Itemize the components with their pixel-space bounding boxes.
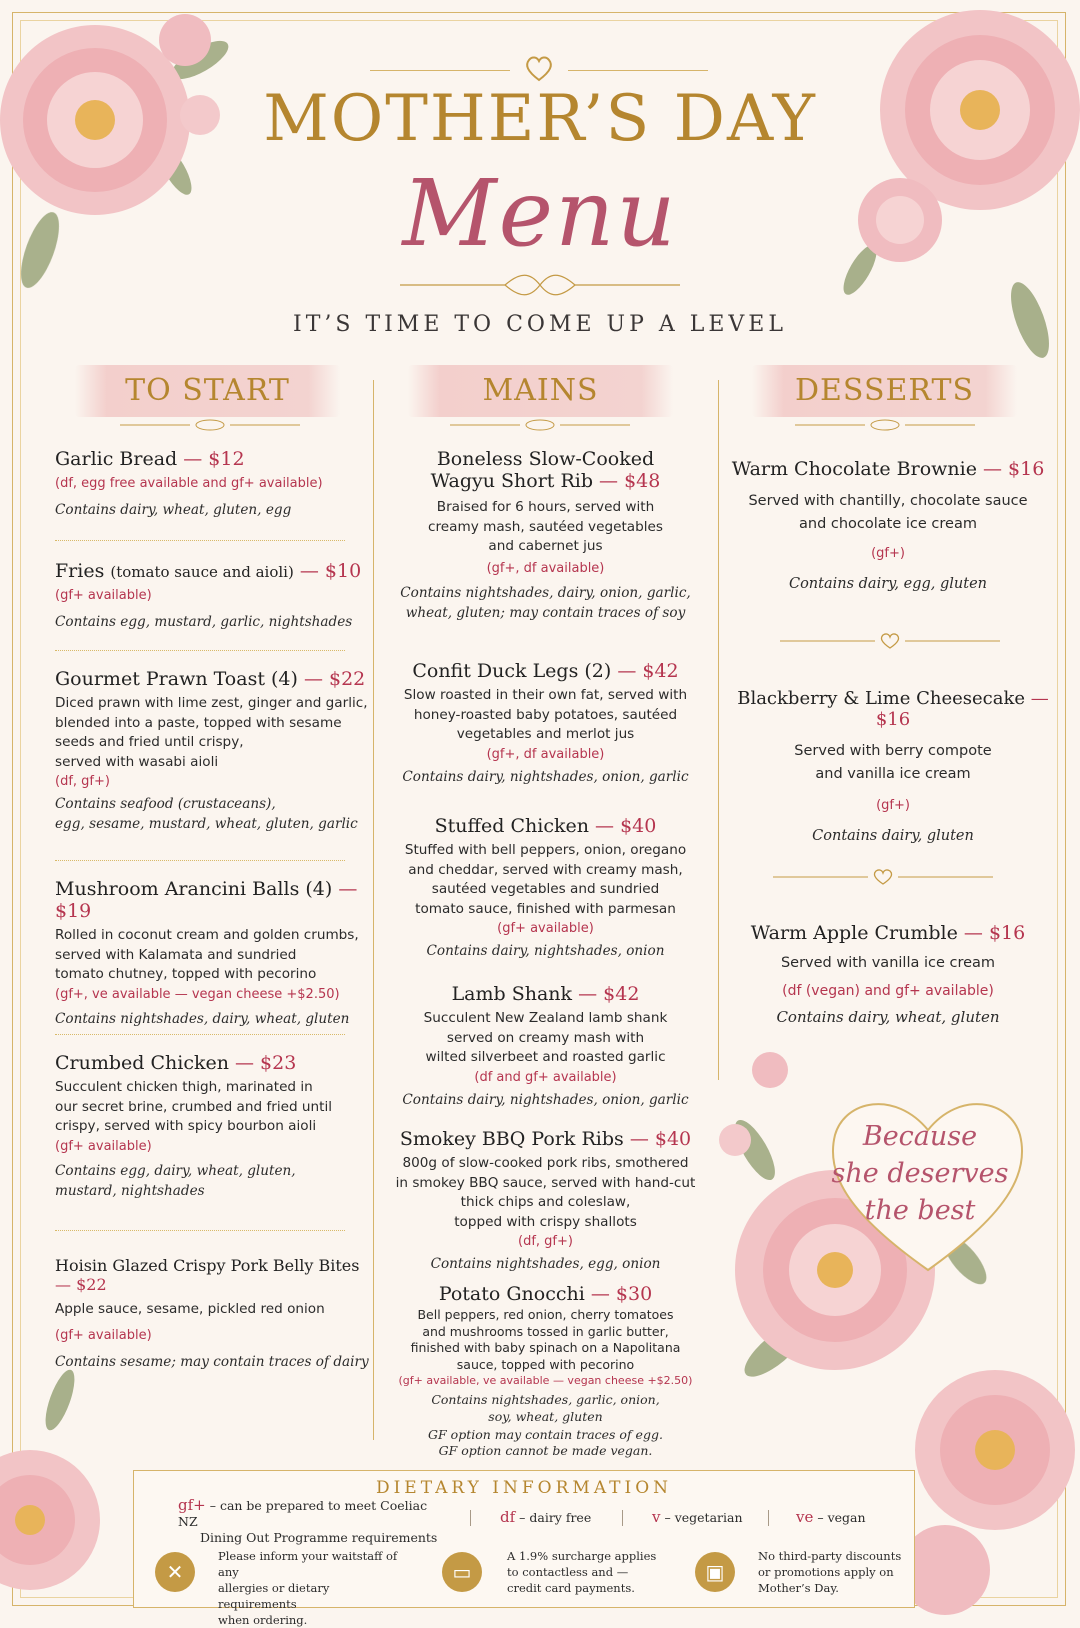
menu-item-cheesecake: [728, 688, 1058, 846]
item-allergens: Contains nightshades, egg, onion: [430, 1256, 661, 1272]
item-price: — $42: [578, 983, 640, 1005]
item-description-line: and chocolate ice cream: [799, 516, 977, 532]
menu-item-duck-legs: [383, 660, 708, 787]
item-description-line: creamy mash, sautéed vegetables: [428, 518, 663, 535]
item-price: — $16: [983, 458, 1045, 480]
item-allergens: Contains egg, mustard, garlic, nightshades: [55, 614, 353, 630]
dietary-ve-key: [796, 1508, 866, 1526]
dietary-v-key: [652, 1508, 743, 1526]
item-availability: (gf+): [876, 798, 910, 813]
menu-item-bbq-pork-ribs: [383, 1128, 708, 1274]
item-availability: (df, gf+): [55, 774, 110, 789]
menu-item-chocolate-brownie: [728, 458, 1048, 594]
credit-card-icon: ▭: [442, 1552, 482, 1592]
item-price: — $16: [963, 922, 1026, 944]
note-line: to contactless and —: [507, 1565, 629, 1579]
item-name: Warm Apple Crumble: [750, 922, 958, 944]
item-allergens-line: egg, sesame, mustard, wheat, gluten, garlic: [55, 816, 358, 832]
item-description-line: crispy, served with spicy bourbon aioli: [55, 1118, 317, 1134]
item-description-line: Served with chantilly, chocolate sauce: [748, 493, 1028, 509]
callout-line: she deserves: [831, 1158, 1009, 1189]
item-description-line: served with Kalamata and sundried: [55, 946, 297, 963]
item-allergens-line: mustard, nightshades: [55, 1182, 205, 1199]
item-note-line: GF option may contain traces of egg.: [428, 1427, 663, 1442]
item-description-line: served with wasabi aioli: [55, 753, 219, 770]
item-description-line: tomato chutney, topped with pecorino: [55, 966, 317, 982]
item-description-line: Succulent chicken thigh, marinated in: [55, 1079, 313, 1095]
item-description-line: our secret brine, crumbed and fried until: [55, 1098, 333, 1115]
item-name: Garlic Bread: [55, 448, 178, 470]
dotted-divider: [55, 540, 345, 541]
item-description-line: and mushrooms tossed in garlic butter,: [422, 1323, 669, 1339]
item-price: — $22: [55, 1275, 107, 1294]
menu-item-arancini: [55, 878, 370, 1029]
heart-divider: [780, 632, 1000, 650]
key-ve-text: – vegan: [817, 1510, 866, 1525]
item-description-line: and vanilla ice cream: [815, 766, 971, 782]
item-availability: (gf+ available, ve available — vegan cheese +$2.50): [398, 1374, 693, 1387]
menu-item-crumbed-chicken: [55, 1052, 370, 1201]
item-description-line: Diced prawn with lime zest, ginger and garlic,: [55, 695, 368, 711]
item-allergens-line: soy, wheat, gluten: [488, 1409, 603, 1424]
dotted-divider: [55, 1034, 345, 1035]
item-allergens: Contains dairy, egg, gluten: [788, 576, 987, 592]
section-header-mains: MAINS: [408, 365, 673, 417]
item-name: Mushroom Arancini Balls (4): [55, 878, 333, 900]
dietary-gf-key: [178, 1497, 448, 1546]
item-description-line: 800g of slow-cooked pork ribs, smothered: [402, 1155, 689, 1171]
key-divider: [768, 1510, 769, 1526]
key-df-text: – dairy free: [519, 1510, 592, 1525]
item-allergens: Contains dairy, wheat, gluten, egg: [55, 502, 292, 518]
item-note-line: GF option cannot be made vegan.: [438, 1443, 653, 1458]
item-name-note: (tomato sauce and aioli): [110, 563, 294, 581]
item-allergens-line: wheat, gluten; may contain traces of soy: [405, 604, 686, 621]
item-availability: (gf+ available): [55, 588, 152, 603]
header-rule-left: [370, 70, 510, 71]
menu-item-potato-gnocchi: [383, 1283, 708, 1459]
section-ornament: [450, 418, 630, 432]
item-name: Blackberry & Lime Cheesecake: [737, 688, 1026, 709]
item-description-line: Served with berry compote: [794, 743, 992, 759]
item-price: — $40: [629, 1128, 692, 1150]
section-header-to-start: TO START: [75, 365, 340, 417]
dotted-divider: [55, 1230, 345, 1231]
menu-item-garlic-bread: [55, 448, 365, 520]
item-price: — $16: [875, 688, 1049, 730]
item-availability: (gf+): [871, 546, 905, 561]
gift-icon: ▣: [695, 1552, 735, 1592]
key-ve: ve: [796, 1508, 814, 1526]
item-allergens: Contains dairy, wheat, gluten: [776, 1008, 1000, 1026]
item-description-line: blended into a paste, topped with sesame: [55, 714, 342, 731]
item-name: Confit Duck Legs (2): [412, 660, 612, 682]
item-availability: (df and gf+ available): [474, 1069, 617, 1085]
item-description-line: Stuffed with bell peppers, onion, oregano: [404, 842, 687, 858]
item-description-line: Apple sauce, sesame, pickled red onion: [55, 1301, 325, 1317]
item-availability: (gf+, df available): [486, 560, 605, 576]
item-allergens: Contains nightshades, dairy, wheat, gluten: [55, 1010, 350, 1027]
key-divider: [622, 1510, 623, 1526]
item-availability: (df, gf+): [518, 1234, 573, 1249]
key-v-text: – vegetarian: [664, 1510, 743, 1525]
item-availability: (gf+, ve available — vegan cheese +$2.50): [55, 986, 340, 1002]
item-price: — $10: [299, 560, 362, 582]
item-availability: (gf+ available): [497, 921, 594, 936]
item-description-line: Slow roasted in their own fat, served with: [403, 687, 688, 703]
item-name-line: Wagyu Short Rib: [430, 470, 593, 492]
item-name: Potato Gnocchi: [438, 1283, 585, 1305]
section-ornament: [795, 418, 975, 432]
item-availability: (df (vegan) and gf+ available): [782, 983, 994, 999]
item-description-line: topped with crispy shallots: [454, 1213, 637, 1230]
dietary-info-title: DIETARY INFORMATION: [375, 1478, 673, 1498]
dietary-df-key: [500, 1508, 591, 1526]
item-description-line: Rolled in coconut cream and golden crumbs,: [55, 927, 359, 943]
item-allergens: Contains dairy, gluten: [812, 828, 974, 844]
note-line: or promotions apply on: [758, 1565, 894, 1579]
item-price: — $12: [183, 448, 245, 470]
item-name: Stuffed Chicken: [434, 815, 589, 837]
section-header-desserts: DESSERTS: [752, 365, 1017, 417]
menu-script-title: Menu: [402, 160, 678, 267]
dietary-note-surcharge: [507, 1548, 697, 1596]
item-name: Hoisin Glazed Crispy Pork Belly Bites: [55, 1256, 360, 1275]
section-ornament: [120, 418, 300, 432]
item-description-line: thick chips and coleslaw,: [460, 1194, 631, 1210]
item-description-line: Braised for 6 hours, served with: [436, 499, 655, 515]
item-allergens-line: Contains nightshades, garlic, onion,: [431, 1392, 660, 1407]
menu-item-fries: [55, 560, 365, 632]
item-description-line: seeds and fried until crispy,: [55, 734, 244, 750]
item-name-line: Boneless Slow-Cooked: [436, 448, 655, 470]
key-divider: [470, 1510, 471, 1526]
item-allergens-line: Contains seafood (crustaceans),: [55, 796, 276, 812]
item-name: Crumbed Chicken: [55, 1052, 229, 1074]
item-name: Gourmet Prawn Toast (4): [55, 668, 298, 690]
item-availability: (df, egg free available and gf+ available): [55, 476, 323, 491]
item-name: Warm Chocolate Brownie: [731, 458, 977, 480]
key-v: v: [652, 1508, 661, 1526]
note-line: A 1.9% surcharge applies: [507, 1549, 657, 1563]
dietary-note-discounts: [758, 1548, 948, 1596]
item-name: Fries: [55, 560, 105, 582]
column-divider: [373, 380, 374, 1440]
item-price: — $42: [617, 660, 679, 682]
key-gf: gf+: [178, 1496, 206, 1514]
menu-item-pork-belly-bites: [55, 1256, 373, 1372]
item-price: — $40: [595, 815, 657, 837]
menu-item-apple-crumble: [728, 922, 1048, 1027]
item-description-line: tomato sauce, finished with parmesan: [415, 900, 676, 917]
heart-divider: [773, 868, 993, 886]
item-allergens-line: Contains nightshades, dairy, onion, garlic,: [400, 584, 691, 601]
item-price: — $30: [590, 1283, 653, 1305]
column-divider: [718, 380, 719, 1080]
item-description-line: Served with vanilla ice cream: [780, 955, 996, 971]
callout-line: Because: [862, 1121, 978, 1152]
note-line: allergies or dietary requirements: [218, 1581, 330, 1611]
menu-item-lamb-shank: [383, 983, 708, 1110]
item-price: — $19: [55, 878, 358, 922]
item-description-line: Bell peppers, red onion, cherry tomatoes: [417, 1307, 674, 1322]
note-line: Please inform your waitstaff of any: [218, 1549, 398, 1579]
item-allergens-line: Contains egg, dairy, wheat, gluten,: [55, 1162, 296, 1179]
item-description-line: sautéed vegetables and sundried: [431, 881, 660, 897]
heart-icon: [523, 52, 555, 84]
dotted-divider: [55, 650, 345, 651]
item-description-line: and cabernet jus: [488, 538, 603, 554]
item-allergens: Contains dairy, nightshades, onion: [426, 943, 665, 959]
key-df: df: [500, 1508, 516, 1526]
dotted-divider: [55, 860, 345, 861]
menu-item-stuffed-chicken: [383, 815, 708, 961]
item-name: Lamb Shank: [451, 983, 573, 1005]
item-description-line: Succulent New Zealand lamb shank: [423, 1010, 668, 1026]
note-line: Mother’s Day.: [758, 1581, 839, 1595]
item-price: — $22: [303, 668, 366, 690]
item-availability: (gf+ available): [55, 1327, 152, 1343]
menu-item-prawn-toast: [55, 668, 370, 834]
note-line: No third-party discounts: [758, 1549, 902, 1563]
item-description-line: honey-roasted baby potatoes, sautéed: [413, 706, 678, 723]
item-description-line: and cheddar, served with creamy mash,: [408, 861, 683, 878]
note-line: credit card payments.: [507, 1581, 635, 1595]
flourish-divider: [395, 270, 685, 300]
header-rule-right: [568, 70, 708, 71]
utensils-icon: ✕: [155, 1552, 195, 1592]
key-gf-text-2: Dining Out Programme requirements: [200, 1530, 438, 1545]
item-availability: (gf+ available): [55, 1138, 152, 1154]
item-description-line: finished with baby spinach on a Napolitana: [410, 1340, 681, 1355]
callout-line: the best: [864, 1195, 976, 1226]
item-allergens: Contains sesame; may contain traces of dairy: [55, 1353, 369, 1370]
dietary-note-allergies: [218, 1548, 408, 1628]
callout-text: [830, 1118, 1010, 1229]
page-title: MOTHER’S DAY: [263, 82, 817, 156]
key-gf-text: – can be prepared to meet Coeliac NZ: [178, 1498, 428, 1529]
item-description-line: served on creamy mash with: [446, 1029, 645, 1046]
item-price: — $48: [599, 470, 661, 492]
item-description-line: vegetables and merlot jus: [456, 726, 635, 742]
menu-item-wagyu-short-rib: [383, 448, 708, 623]
item-allergens: Contains dairy, nightshades, onion, garlic: [402, 768, 689, 785]
item-name: Smokey BBQ Pork Ribs: [399, 1128, 624, 1150]
item-description-line: sauce, topped with pecorino: [456, 1356, 635, 1372]
item-description-line: wilted silverbeet and roasted garlic: [425, 1049, 666, 1065]
note-line: when ordering.: [218, 1613, 308, 1627]
item-description-line: in smokey BBQ sauce, served with hand-cut: [395, 1174, 696, 1191]
item-allergens: Contains dairy, nightshades, onion, garlic: [402, 1091, 689, 1108]
item-availability: (gf+, df available): [486, 746, 605, 762]
tagline: IT’S TIME TO COME UP A LEVEL: [293, 312, 787, 337]
peony-bottom-left-illustration: [0, 1360, 130, 1610]
item-price: — $23: [235, 1052, 297, 1074]
